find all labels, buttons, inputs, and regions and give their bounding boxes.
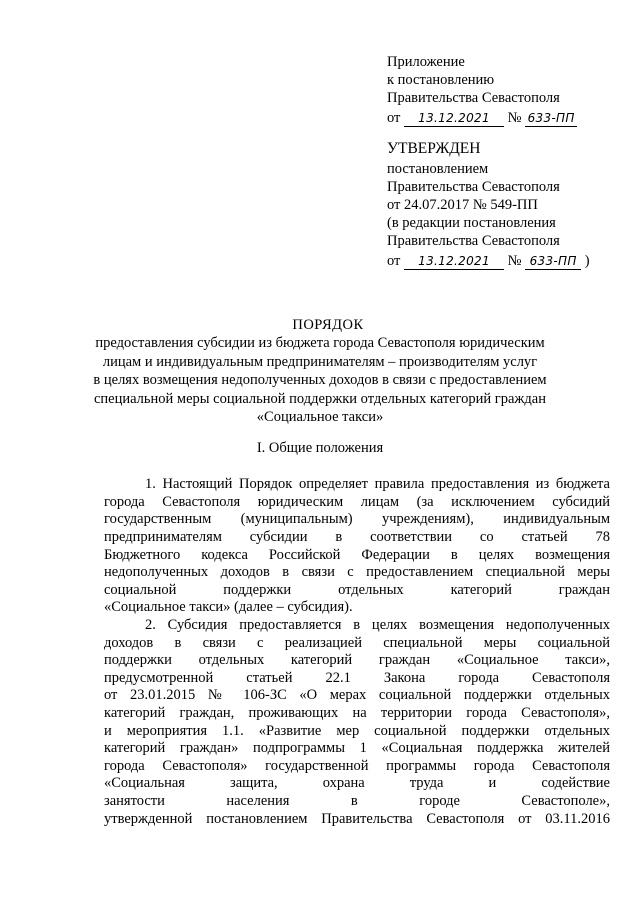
body-line: категорий граждан, проживающих на территории города Севастополя», [104,705,610,721]
body-line: недополученных доходов в связи с предоставлением специальной меры [104,564,610,580]
body-line: доходов в связи с реализацией специальной меры социальной [104,635,610,651]
subtitle-line: в целях возмещения недополученных доходов в связи с предоставлением [93,372,547,388]
body-line: поддержки отдельных категорий граждан «Социальное такси», [104,652,610,668]
appendix-line-2: к постановлению [387,72,495,88]
appendix-date-row [387,109,577,127]
approved-line-1: постановлением [387,161,489,177]
appendix-ot: от [387,110,401,126]
approved-number: 633-ПП [525,254,581,270]
section-heading: I. Общие положения [256,440,384,456]
body-line: от 23.01.2015 № 106-ЗС «О мерах социальной поддержки отдельных [104,687,610,703]
body-line: занятости населения в городе Севастополе», [104,793,610,809]
body-line: «Социальная защита, охрана труда и содействие [104,775,610,791]
subtitle-line: специальной меры социальной поддержки отдельных категорий граждан [93,390,547,407]
approved-line-5: Правительства Севастополя [387,233,560,249]
subtitle-line: лицам и индивидуальным предпринимателям – производителям услуг [102,353,538,370]
approved-close-paren: ) [584,253,590,269]
body-line: города Севастополя» государственной программы города Севастополя [104,758,610,774]
body-line: государственным (муниципальным) учреждениям), индивидуальным [104,511,610,527]
approved-ot: от [387,253,401,269]
body-line: и мероприятия 1.1. «Развитие мер социальной поддержки отдельных [104,723,610,739]
approved-date-row [387,252,590,270]
appendix-block [387,53,577,127]
approved-num-sign: № [507,253,522,269]
body-line: категорий граждан» подпрограммы 1 «Социальная поддержка жителей [104,740,610,756]
approved-line-4: (в редакции постановления [387,215,556,231]
approved-heading: УТВЕРЖДЕН [387,140,481,157]
appendix-line-3: Правительства Севастополя [387,90,560,106]
body-line: 1. Настоящий Порядок определяет правила предоставления из бюджета [145,476,610,492]
body-line: 2. Субсидия предоставляется в целях возмещения недополученных [145,617,610,633]
body-line: города Севастополя юридическим лицам (за исключением субсидий [104,494,610,510]
document-subtitle [0,334,640,427]
approved-block [387,140,590,270]
approved-line-3: от 24.07.2017 № 549-ПП [387,197,538,213]
body-line: предпринимателям субсидии в соответствии со статьей 78 [104,529,610,545]
appendix-date: 13.12.2021 [404,111,504,127]
body-line: социальной поддержки отдельных категорий граждан [104,582,610,598]
document-title: ПОРЯДОК [292,317,364,333]
body-line: Бюджетного кодекса Российской Федерации в целях возмещения [104,547,610,563]
body-line: утвержденной постановлением Правительства Севастополя от 03.11.2016 [104,811,610,827]
appendix-num-sign: № [507,110,522,126]
approved-date: 13.12.2021 [404,254,504,270]
body-line: предусмотренной статьей 22.1 Закона города Севастополя [104,670,610,686]
appendix-line-1: Приложение [387,54,465,70]
approved-line-2: Правительства Севастополя [387,179,560,195]
appendix-number: 633-ПП [525,111,577,127]
subtitle-line: предоставления субсидии из бюджета города Севастополя юридическим [95,335,545,351]
subtitle-line: «Социальное такси» [256,409,384,425]
body-line: «Социальное такси» (далее – субсидия). [104,599,353,615]
